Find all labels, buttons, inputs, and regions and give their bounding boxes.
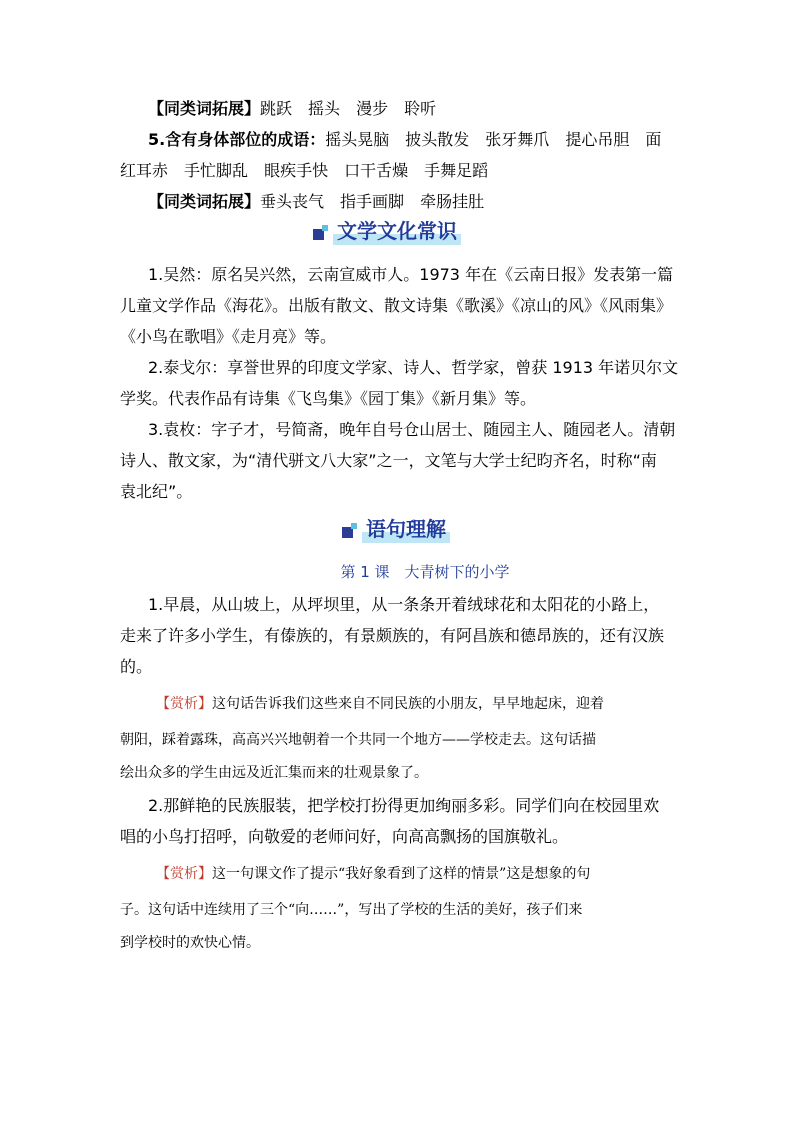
idioms-line-2 <box>120 155 680 186</box>
text-line: 2.泰戈尔：享誉世界的印度文学家、诗人、哲学家，曾获 1913 年诺贝尔文 <box>148 358 679 377</box>
expansion-tag: 【同类词拓展】 <box>148 99 261 118</box>
idioms-label: 5.含有身体部位的成语： <box>148 130 326 149</box>
idiom: 手舞足蹈 <box>424 161 489 180</box>
word-expansion-1 <box>120 93 680 124</box>
idioms-line-1 <box>120 124 680 155</box>
text-line: 学奖。代表作品有诗集《飞鸟集》《园丁集》《新月集》等。 <box>120 389 537 408</box>
analysis-line: 子。这句话中连续用了三个“向……”，写出了学校的生活的美好，孩子们来 <box>120 902 583 918</box>
text-line: 《小鸟在歌唱》《走月亮》等。 <box>120 327 337 346</box>
analysis-tag: 【赏析】 <box>156 696 212 712</box>
expansion-word: 跳跃 <box>260 99 293 118</box>
idiom: 摇头晃脑 <box>325 130 390 149</box>
expansion-word: 牵肠挂肚 <box>420 192 485 211</box>
analysis-tag: 【赏析】 <box>156 866 212 882</box>
idiom: 张牙舞爪 <box>485 130 550 149</box>
lesson-title: 第 1 课 大青树下的小学 <box>340 563 510 581</box>
idiom: 提心吊胆 <box>565 130 630 149</box>
expansion-tag: 【同类词拓展】 <box>148 192 261 211</box>
idiom: 红耳赤 <box>120 161 169 180</box>
sentence-1 <box>120 589 680 682</box>
idiom: 手忙脚乱 <box>184 161 249 180</box>
text-line: 儿童文学作品《海花》。出版有散文、散文诗集《歌溪》《凉山的风》《风雨集》 <box>120 296 673 315</box>
text-line: 诗人、散文家，为“清代骈文八大家”之一，文笔与大学士纪昀齐名，时称“南 <box>120 451 657 470</box>
expansion-word: 漫步 <box>356 99 389 118</box>
expansion-word: 摇头 <box>308 99 341 118</box>
text-line: 袁北纪”。 <box>120 482 193 501</box>
analysis-line <box>120 686 680 722</box>
idiom: 眼疾手快 <box>264 161 329 180</box>
text-line: 1.吴然：原名吴兴然，云南宣威市人。1973 年在《云南日报》发表第一篇 <box>148 265 674 284</box>
text-line: 的。 <box>120 657 153 676</box>
expansion-word: 垂头丧气 <box>260 192 325 211</box>
text-line: 唱的小鸟打招呼，向敬爱的老师问好，向高高飘扬的国旗敬礼。 <box>120 827 569 846</box>
analysis-text: 这一句课文作了提示“我好象看到了这样的情景”这是想象的句 <box>212 866 591 882</box>
heading-square-icon <box>342 523 356 537</box>
section-heading-sentences <box>120 511 680 551</box>
analysis-text: 这句话告诉我们这些来自不同民族的小朋友，早早地起床，迎着 <box>212 696 604 712</box>
text-line: 走来了许多小学生，有傣族的，有景颇族的，有阿昌族和德昂族的，还有汉族 <box>120 626 665 645</box>
sentence-2 <box>120 790 680 852</box>
expansion-word: 指手画脚 <box>340 192 405 211</box>
analysis-1 <box>120 686 680 788</box>
idiom: 披头散发 <box>405 130 470 149</box>
idiom: 口干舌燥 <box>344 161 409 180</box>
analysis-line: 绘出众多的学生由远及近汇集而来的壮观景象了。 <box>120 765 428 781</box>
heading-square-icon <box>313 225 327 239</box>
section-title: 语句理解 <box>362 515 450 543</box>
idiom: 面 <box>645 130 662 149</box>
analysis-line: 到学校时的欢快心情。 <box>120 935 260 951</box>
page-content <box>120 93 680 958</box>
section-title: 文学文化常识 <box>333 217 461 245</box>
text-line: 1.早晨，从山坡上，从坪坝里，从一条条开着绒球花和太阳花的小路上， <box>148 595 660 614</box>
analysis-line: 朝阳，踩着露珠，高高兴兴地朝着一个共同一个地方——学校走去。这句话描 <box>120 732 596 748</box>
literature-item-1 <box>120 259 680 352</box>
analysis-line <box>120 856 680 892</box>
text-line: 2.那鲜艳的民族服装，把学校打扮得更加绚丽多彩。同学们向在校园里欢 <box>148 796 660 815</box>
analysis-2 <box>120 856 680 958</box>
expansion-word: 聆听 <box>404 99 437 118</box>
section-heading-literature <box>120 219 680 259</box>
literature-item-3 <box>120 414 680 507</box>
text-line: 3.袁枚：字子才，号简斋，晚年自号仓山居士、随园主人、随园老人。清朝 <box>148 420 676 439</box>
literature-item-2 <box>120 352 680 414</box>
word-expansion-2 <box>120 186 680 217</box>
